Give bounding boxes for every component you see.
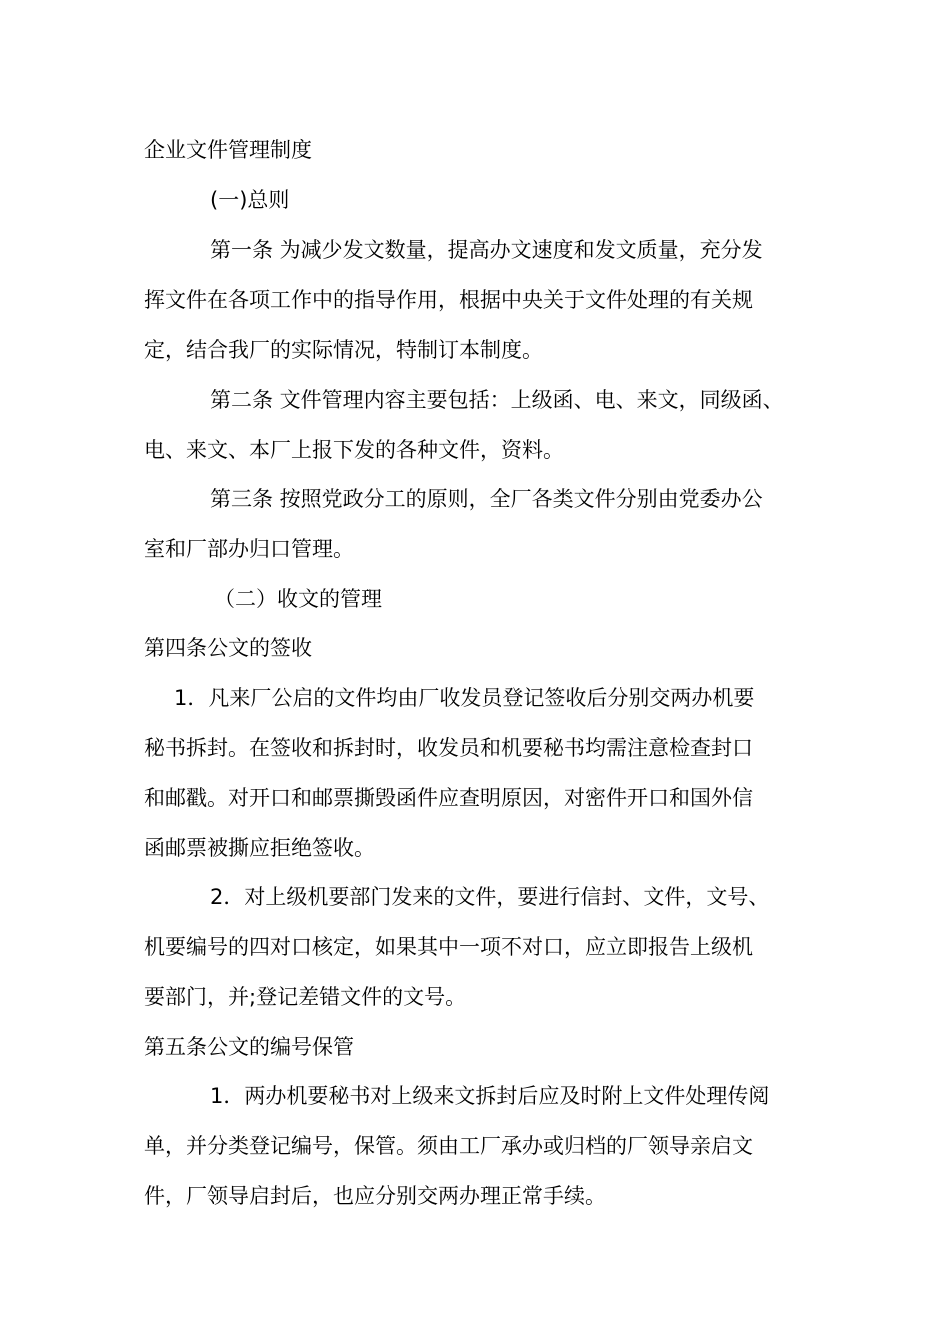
article-5-heading: 第五条公文的编号保管 xyxy=(144,1035,354,1059)
section-general-heading: (一)总则 xyxy=(210,188,290,212)
article-4-item-1-line-2: 秘书拆封。在签收和拆封时，收发员和机要秘书均需注意检查封口 xyxy=(144,736,753,760)
article-2-line-2: 电、来文、本厂上报下发的各种文件，资料。 xyxy=(144,438,564,462)
article-3-line-1: 第三条 按照党政分工的原则，全厂各类文件分别由党委办公 xyxy=(210,487,763,511)
article-4-heading: 第四条公文的签收 xyxy=(144,636,312,660)
article-4-item-2-line-3: 要部门，并;登记差错文件的文号。 xyxy=(144,985,467,1009)
article-1-line-1: 第一条 为减少发文数量，提高办文速度和发文质量，充分发 xyxy=(210,238,763,262)
article-1-line-3: 定，结合我厂的实际情况，特制订本制度。 xyxy=(144,338,543,362)
document-title: 企业文件管理制度 xyxy=(144,138,312,162)
article-4-item-2-line-2: 机要编号的四对口核定，如果其中一项不对口，应立即报告上级机 xyxy=(144,935,753,959)
article-1-line-2: 挥文件在各项工作中的指导作用，根据中央关于文件处理的有关规 xyxy=(144,288,753,312)
article-4-item-2-line-1: 2．对上级机要部门发来的文件，要进行信封、文件，文号、 xyxy=(210,885,770,909)
article-4-item-1-line-4: 函邮票被撕应拒绝签收。 xyxy=(144,836,375,860)
article-5-item-1-line-1: 1．两办机要秘书对上级来文拆封后应及时附上文件处理传阅 xyxy=(210,1084,770,1108)
section-receipt-heading: （二）收文的管理 xyxy=(214,587,382,611)
article-3-line-2: 室和厂部办归口管理。 xyxy=(144,537,354,561)
article-2-line-1: 第二条 文件管理内容主要包括：上级函、电、来文，同级函、 xyxy=(210,388,784,412)
article-5-item-1-line-2: 单，并分类登记编号，保管。须由工厂承办或归档的厂领导亲启文 xyxy=(144,1134,753,1158)
article-5-item-1-line-3: 件，厂领导启封后，也应分别交两办理正常手续。 xyxy=(144,1184,606,1208)
article-4-item-1-line-1: 1．凡来厂公启的文件均由厂收发员登记签收后分别交两办机要 xyxy=(174,686,755,710)
article-4-item-1-line-3: 和邮戳。对开口和邮票撕毁函件应查明原因，对密件开口和国外信 xyxy=(144,786,753,810)
